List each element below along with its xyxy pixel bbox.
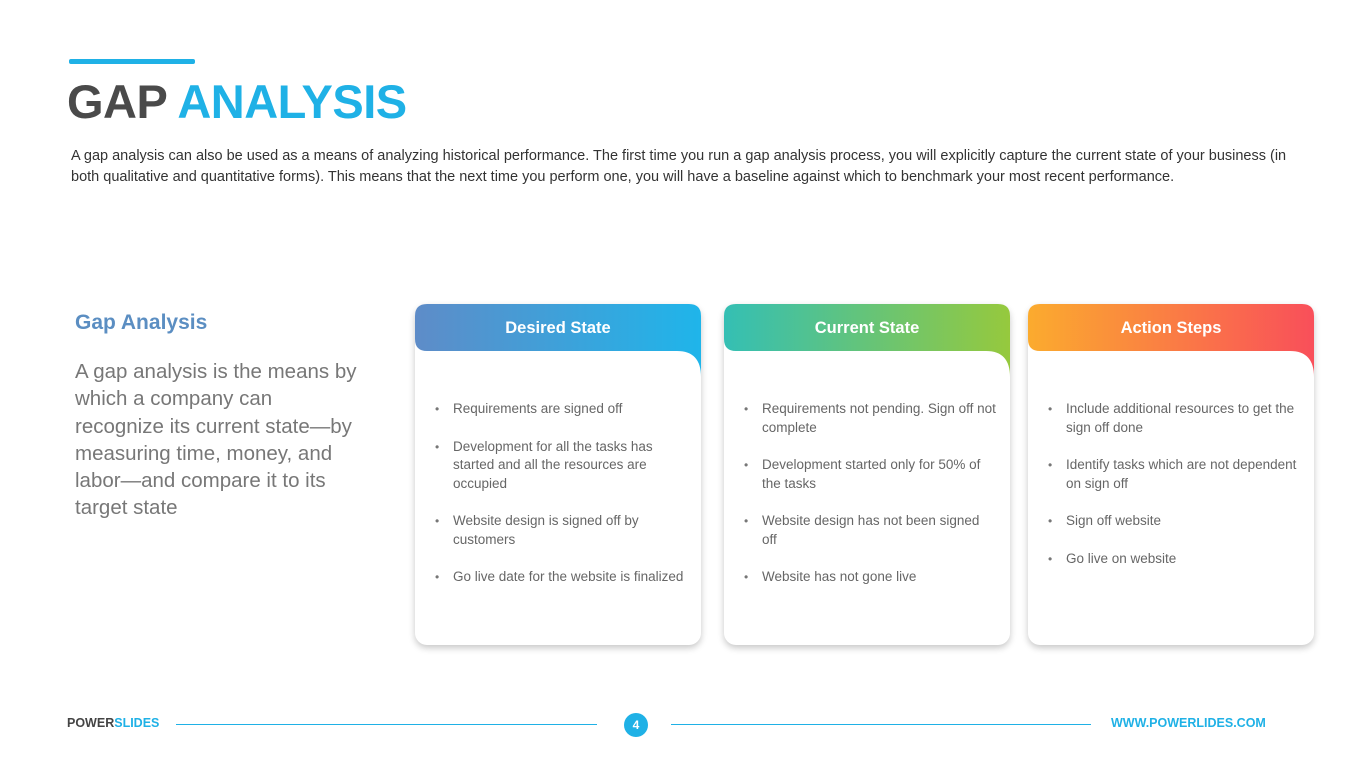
bullet-icon: • [1048,402,1053,416]
title-word-analysis: ANALYSIS [177,75,407,128]
card-header-current-state [724,304,1010,377]
list-item-text: Requirements not pending. Sign off not complete [762,401,996,435]
list-item [744,400,996,437]
bullet-icon: • [1048,514,1053,528]
list-item [435,400,687,419]
list-item-text: Identify tasks which are not dependent on sign off [1066,457,1297,491]
bullet-icon: • [744,458,749,472]
list-item [744,456,996,493]
list-item [435,568,687,587]
list-item [1048,512,1300,531]
card-desired-state [415,304,701,645]
list-item [435,512,687,549]
card-item-list [435,400,687,606]
card-title: Desired State [505,319,611,337]
footer-brand-power: POWER [67,716,115,730]
page-number-badge: 4 [624,713,648,737]
bullet-icon: • [744,402,749,416]
bullet-icon: • [435,402,440,416]
card-title: Action Steps [1120,319,1222,337]
list-item [435,438,687,494]
list-item-text: Go live on website [1066,550,1177,566]
card-header-desired-state [415,304,701,377]
page-title [67,74,407,130]
list-item [1048,400,1300,437]
bullet-icon: • [744,570,749,584]
card-header-shape [1028,304,1314,377]
footer-brand-slides: SLIDES [114,716,160,730]
card-item-list [1048,400,1300,587]
footer-brand [67,716,159,730]
card-header-action-steps [1028,304,1314,377]
card-action-steps [1028,304,1314,645]
list-item-text: Go live date for the website is finalized [453,569,684,584]
list-item-text: Development for all the tasks has started and all the resources are occupied [453,438,653,491]
footer-divider-left [176,724,597,725]
list-item [744,568,996,587]
title-word-gap: GAP [67,75,167,128]
intro-paragraph: A gap analysis can also be used as a means of analyzing historical performance. The first time you run a gap analysis process, you will explicitly capture the current state of your business (in both qualitative and quantitative forms). This means that the next time you perform one, you will have a baseline against which to benchmark your most recent performance. [71,148,1287,185]
bullet-icon: • [744,514,749,528]
list-item-text: Website has not gone live [762,569,917,584]
list-item-text: Website design has not been signed off [762,513,980,547]
card-item-list [744,400,996,606]
list-item-text: Website design is signed off by customers [453,513,639,547]
list-item [1048,456,1300,493]
list-item-text: Development started only for 50% of the tasks [762,457,981,491]
side-description: A gap analysis is the means by which a company can recognize its current state—by measuring time, money, and labor—and compare it to its target state [75,360,357,520]
list-item-text: Requirements are signed off [453,401,623,416]
card-header-shape [724,304,1010,377]
bullet-icon: • [1048,458,1053,472]
list-item [1048,550,1300,569]
card-current-state [724,304,1010,645]
list-item-text: Include additional resources to get the sign off done [1066,401,1295,435]
list-item [744,512,996,549]
list-item-text: Sign off website [1066,513,1162,528]
bullet-icon: • [435,439,440,454]
card-header-shape [415,304,701,377]
side-heading: Gap Analysis [75,311,208,334]
bullet-icon: • [1048,551,1053,566]
card-title: Current State [814,319,920,337]
footer-divider-right [671,724,1091,725]
footer-url: WWW.POWERLIDES.COM [1111,716,1266,730]
title-accent-bar [69,59,195,64]
bullet-icon: • [435,570,440,584]
bullet-icon: • [435,514,440,528]
